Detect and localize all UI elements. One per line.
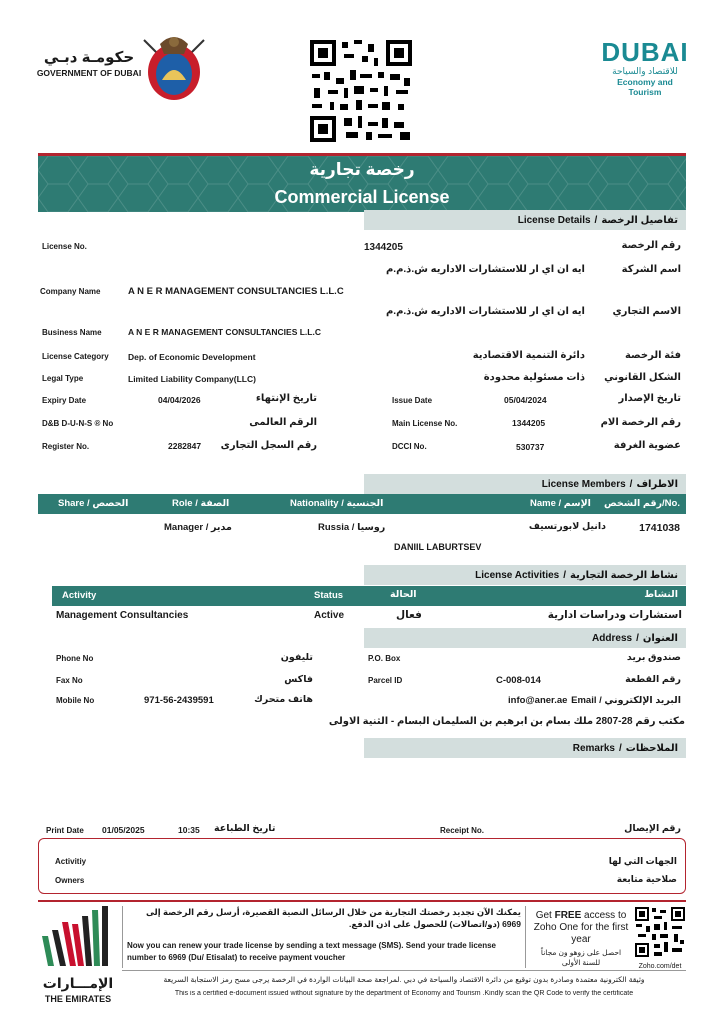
parcel-value: C-008-014 bbox=[496, 675, 541, 686]
legal-type-value: Limited Liability Company(LLC) bbox=[128, 374, 256, 384]
dubai-emblem-icon bbox=[138, 30, 210, 102]
zoho-promo-en: Get FREE access to Zoho One for the first year bbox=[533, 910, 629, 945]
remarks-header: Remarks / الملاحظات bbox=[364, 738, 686, 758]
col-status: Status bbox=[314, 590, 344, 601]
activity-status-en: Active bbox=[314, 610, 345, 621]
sms-renewal-notice bbox=[122, 906, 526, 968]
members-table-header bbox=[38, 494, 686, 514]
license-activities-header: License Activities / نشاط الرخصة التجارية bbox=[364, 565, 686, 585]
sms-renewal-en: Now you can renew your trade license by sending a text message (SMS). Send your trade license number to 6969 (Du/ Etisalat) to receive payment voucher bbox=[127, 941, 497, 962]
mobile-ar-label: هاتف متحرك bbox=[254, 694, 313, 705]
legal-type-label: Legal Type bbox=[42, 374, 84, 383]
issue-date-label: Issue Date bbox=[392, 396, 433, 405]
col-status-ar: الحالة bbox=[390, 589, 417, 600]
duns-ar-label: الرقم العالمى bbox=[249, 417, 317, 428]
member-person-no: 1741038 bbox=[639, 522, 680, 534]
main-license-label: Main License No. bbox=[392, 419, 458, 428]
uae-english: THE EMIRATES bbox=[44, 994, 112, 1004]
duns-label: D&B D-U-N-S ® No bbox=[42, 419, 114, 428]
det-arabic: للاقتصاد والسياحة bbox=[612, 66, 678, 76]
category-value: Dep. of Economic Development bbox=[128, 352, 256, 362]
members-header-en: License Members bbox=[541, 478, 626, 490]
expiry-value: 04/04/2026 bbox=[158, 395, 201, 405]
license-no-ar-label: رقم الرخصة bbox=[621, 240, 681, 251]
fax-ar-label: فاكس bbox=[284, 674, 313, 685]
gov-dubai-english: GOVERNMENT OF DUBAI bbox=[36, 68, 142, 78]
det-logo bbox=[600, 37, 690, 97]
company-name-ar: ايه ان اي ار للاستشارات الاداريه ش.ذ.م.م bbox=[385, 264, 585, 275]
company-name-value: A N E R MANAGEMENT CONSULTANCIES L.L.C bbox=[128, 286, 344, 297]
fax-label: Fax No bbox=[56, 676, 83, 685]
gov-dubai-logo bbox=[34, 48, 144, 88]
banner-title-arabic: رخصة تجارية bbox=[309, 160, 415, 179]
phone-ar-label: تليفون bbox=[280, 652, 313, 663]
authorities-box bbox=[38, 838, 686, 894]
business-name-label: Business Name bbox=[42, 328, 102, 337]
qr-code-zoho bbox=[634, 906, 686, 970]
zoho-promo-ar: احصل على زوهو ون مجاناً للسنة الأولى bbox=[540, 948, 622, 967]
uae-emirates-logo bbox=[38, 906, 118, 1002]
category-label: License Category bbox=[42, 352, 109, 361]
category-ar-label: فئة الرخصة bbox=[624, 350, 681, 361]
trade-name-ar: ايه ان اي ار للاستشارات الاداريه ش.ذ.م.م bbox=[385, 306, 585, 317]
license-members-header: License Members / الاطراف bbox=[364, 474, 686, 494]
activities-header-en: License Activities bbox=[475, 569, 560, 581]
company-name-ar-label: اسم الشركة bbox=[621, 264, 681, 275]
member-role: Manager / مدير bbox=[164, 522, 232, 533]
legal-type-ar-value: ذات مسئولية محدودة bbox=[483, 372, 585, 383]
company-name-label: Company Name bbox=[40, 287, 101, 296]
main-license-ar-label: رقم الرخصة الام bbox=[600, 417, 681, 428]
email-value: info@aner.ae bbox=[508, 695, 568, 706]
certification-ar: وثيقة الكترونية معتمدة وصادرة بدون توقيع من دائرة الاقتصاد والسياحة في دبي .لمراجعة صحة البيانات الواردة في الرخصة يرجى مسح رمز الاستجابة السريعة bbox=[163, 975, 645, 984]
email-label: Email / البريد الإلكتروني bbox=[571, 695, 681, 706]
print-date-value: 01/05/2025 bbox=[102, 825, 145, 835]
trade-name-ar-label: الاسم التجاري bbox=[612, 306, 681, 317]
member-name-ar: دانيل لابورتسيف bbox=[528, 521, 606, 532]
sms-renewal-ar: يمكنك الآن تجديد رخصتك التجارية من خلال الرسائل النصية القصيرة، أرسل رقم الرخصة إلى 6969 (دو/اتصالات) للحصول على اذن الدفع. bbox=[145, 907, 521, 929]
footer-rule-2 bbox=[122, 970, 686, 971]
zoho-url: Zoho.com/det bbox=[638, 963, 682, 970]
det-english: Economy and Tourism bbox=[617, 77, 673, 97]
member-nationality: Russia / روسيا bbox=[318, 522, 386, 533]
register-label: Register No. bbox=[42, 442, 90, 451]
qr-code-top bbox=[308, 38, 414, 144]
col-role: Role / الصفة bbox=[172, 498, 230, 509]
category-ar-value: دائرة التنمية الاقتصادية bbox=[472, 350, 585, 361]
phone-label: Phone No bbox=[56, 654, 94, 663]
authorities-activity-label: Activitiy bbox=[55, 857, 87, 866]
activity-en: Management Consultancies bbox=[56, 610, 189, 621]
mobile-value: 971-56-2439591 bbox=[144, 695, 214, 706]
authorities-activity-ar: الجهات التي لها bbox=[608, 856, 677, 866]
license-no-label: License No. bbox=[42, 242, 87, 251]
license-details-header: License Details / تفاصيل الرخصة bbox=[364, 210, 686, 230]
activities-table-header bbox=[52, 586, 686, 606]
remarks-header-ar: الملاحظات bbox=[625, 742, 678, 754]
main-license-value: 1344205 bbox=[512, 418, 546, 428]
register-value: 2282847 bbox=[168, 441, 202, 451]
col-activity: Activity bbox=[62, 590, 97, 601]
activity-ar: استشارات ودراسات ادارية bbox=[547, 609, 682, 621]
banner-title-english: Commercial License bbox=[274, 187, 450, 207]
po-box-label: P.O. Box bbox=[368, 654, 401, 663]
members-header-ar: الاطراف bbox=[636, 478, 678, 490]
license-banner bbox=[38, 156, 686, 212]
member-row bbox=[38, 516, 686, 556]
dcci-label: DCCI No. bbox=[392, 442, 427, 451]
print-time-value: 10:35 bbox=[178, 825, 200, 835]
col-nationality: Nationality / الجنسية bbox=[290, 498, 384, 509]
authorities-owners-ar: صلاحية متابعة bbox=[616, 874, 677, 884]
certification-en: This is a certified e-document issued without signature by the department of Economy and Tourism .Kindly scan the QR Code to verify the certificate bbox=[174, 990, 634, 997]
activity-status-ar: فعال bbox=[396, 609, 422, 621]
dcci-value: 530737 bbox=[516, 442, 545, 452]
member-name-en: DANIIL LABURTSEV bbox=[394, 542, 482, 552]
expiry-ar-label: تاريخ الإنتهاء bbox=[255, 393, 317, 404]
footer-red-rule bbox=[38, 900, 686, 902]
authorities-owners-label: Owners bbox=[55, 876, 85, 885]
business-name-value: A N E R MANAGEMENT CONSULTANCIES L.L.C bbox=[128, 327, 321, 337]
details-header-ar: تفاصيل الرخصة bbox=[601, 214, 678, 226]
issue-date-ar-label: تاريخ الإصدار bbox=[618, 393, 681, 404]
print-date-label: Print Date bbox=[46, 826, 84, 835]
expiry-label: Expiry Date bbox=[42, 396, 87, 405]
address-header-ar: العنوان bbox=[642, 632, 678, 644]
parcel-label: Parcel ID bbox=[368, 676, 403, 685]
col-name: Name / الإسم bbox=[530, 498, 591, 509]
office-address: مكتب رقم 28-2807 ملك بسام بن ابرهيم بن السليمان البسام - الثنية الاولى bbox=[328, 716, 685, 727]
det-logo-wordmark: DUBAI bbox=[601, 37, 689, 67]
uae-arabic: الإمـــارات bbox=[42, 975, 114, 991]
remarks-header-en: Remarks bbox=[572, 742, 615, 754]
gov-dubai-arabic: حكومـة دبـي bbox=[43, 49, 135, 66]
activity-row bbox=[52, 608, 686, 626]
col-activity-ar: النشاط bbox=[644, 589, 678, 600]
mobile-label: Mobile No bbox=[56, 696, 95, 705]
po-box-ar-label: صندوق بريد bbox=[626, 652, 681, 663]
details-header-en: License Details bbox=[517, 214, 591, 226]
parcel-ar-label: رقم القطعة bbox=[625, 674, 681, 685]
print-date-ar-label: تاريخ الطباعة bbox=[214, 823, 276, 834]
register-ar-label: رقم السجل التجارى bbox=[220, 440, 317, 451]
zoho-promo[interactable] bbox=[532, 910, 630, 968]
col-person-no: رقم الشخص/No. bbox=[603, 498, 680, 509]
address-header-en: Address bbox=[592, 632, 633, 644]
address-header: Address / العنوان bbox=[364, 628, 686, 648]
col-share: Share / الحصص bbox=[58, 498, 129, 509]
receipt-label: Receipt No. bbox=[440, 826, 485, 835]
license-no-value: 1344205 bbox=[364, 242, 403, 253]
legal-type-ar-label: الشكل القانوني bbox=[604, 372, 681, 383]
activities-header-ar: نشاط الرخصة التجارية bbox=[570, 569, 678, 581]
receipt-ar-label: رقم الإيصال bbox=[624, 823, 681, 834]
dcci-ar-label: عضوية الغرفة bbox=[613, 440, 681, 451]
issue-date-value: 05/04/2024 bbox=[504, 395, 547, 405]
uae-stripes-icon bbox=[38, 906, 118, 968]
